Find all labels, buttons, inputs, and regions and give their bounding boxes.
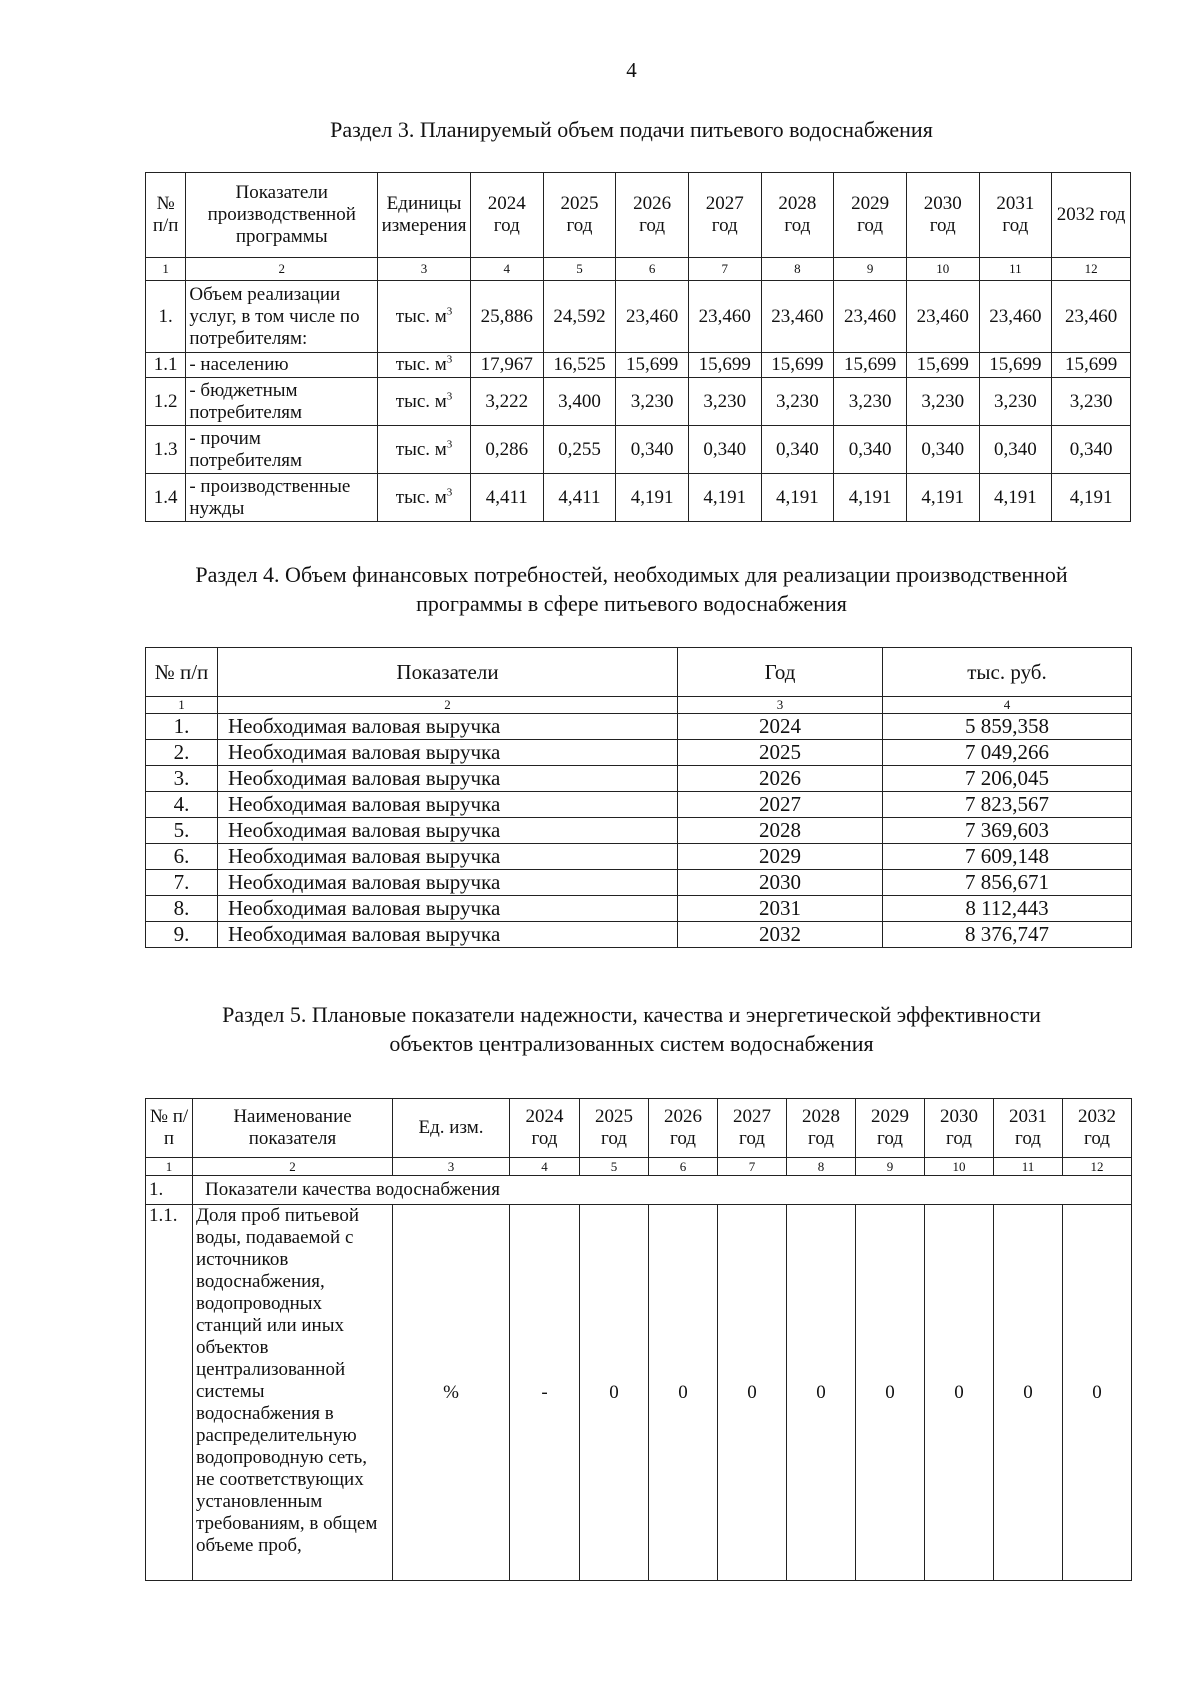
table-row xyxy=(146,766,1132,792)
header-cell: 2032 год xyxy=(1063,1099,1132,1158)
indicator-name: Необходимая валовая выручка xyxy=(218,714,678,740)
row-number: 1.4 xyxy=(146,474,186,522)
value-cell: 0 xyxy=(994,1205,1063,1581)
indicator-name: Необходимая валовая выручка xyxy=(218,896,678,922)
value-cell: 0,340 xyxy=(616,426,689,474)
column-number: 1 xyxy=(146,258,186,281)
year-cell: 2028 xyxy=(678,818,883,844)
header-cell: 2028 год xyxy=(761,173,834,258)
table-row xyxy=(146,281,1131,353)
header-cell: Единицы измерения xyxy=(378,173,471,258)
value-cell: 16,525 xyxy=(543,353,616,378)
column-number: 10 xyxy=(925,1158,994,1176)
table-header-row xyxy=(146,1099,1132,1158)
unit-cell: % xyxy=(393,1205,510,1581)
value-cell: 7 609,148 xyxy=(883,844,1132,870)
table-row xyxy=(146,1205,1132,1581)
value-cell: 5 859,358 xyxy=(883,714,1132,740)
row-number: 9. xyxy=(146,922,218,948)
year-cell: 2027 xyxy=(678,792,883,818)
group-row xyxy=(146,1176,1132,1205)
section4-table xyxy=(145,647,1132,948)
value-cell: 4,191 xyxy=(906,474,979,522)
table-header-row xyxy=(146,648,1132,697)
row-number: 7. xyxy=(146,870,218,896)
column-number-row xyxy=(146,258,1131,281)
row-number: 1.3 xyxy=(146,426,186,474)
value-cell: 3,400 xyxy=(543,378,616,426)
column-number: 10 xyxy=(906,258,979,281)
value-cell: 0 xyxy=(856,1205,925,1581)
value-cell: 17,967 xyxy=(470,353,543,378)
table-row xyxy=(146,792,1132,818)
header-cell: № п/п xyxy=(146,648,218,697)
section3-title: Раздел 3. Планируемый объем подачи питьевого водоснабжения xyxy=(330,117,933,142)
column-number: 2 xyxy=(193,1158,393,1176)
value-cell: 0,340 xyxy=(1052,426,1131,474)
indicator-name: Объем реализации услуг, в том числе по потребителям: xyxy=(186,281,378,353)
column-number: 6 xyxy=(649,1158,718,1176)
value-cell: 7 823,567 xyxy=(883,792,1132,818)
value-cell: 4,411 xyxy=(543,474,616,522)
header-cell: 2029 год xyxy=(834,173,907,258)
value-cell: 3,230 xyxy=(906,378,979,426)
value-cell: 8 376,747 xyxy=(883,922,1132,948)
year-cell: 2031 xyxy=(678,896,883,922)
indicator-name: Необходимая валовая выручка xyxy=(218,792,678,818)
column-number: 2 xyxy=(186,258,378,281)
column-number-row xyxy=(146,697,1132,714)
value-cell: 3,230 xyxy=(834,378,907,426)
header-cell: 2025 год xyxy=(543,173,616,258)
header-cell: 2027 год xyxy=(688,173,761,258)
indicator-name: - производственные нужды xyxy=(186,474,378,522)
value-cell: 3,230 xyxy=(616,378,689,426)
value-cell: 4,411 xyxy=(470,474,543,522)
indicator-name: - бюджетным потребителям xyxy=(186,378,378,426)
value-cell: 23,460 xyxy=(906,281,979,353)
row-number: 3. xyxy=(146,766,218,792)
column-number: 3 xyxy=(378,258,471,281)
value-cell: 23,460 xyxy=(688,281,761,353)
unit-cell: тыс. $м^3$ xyxy=(378,353,471,378)
value-cell: 0,340 xyxy=(688,426,761,474)
value-cell: 3,222 xyxy=(470,378,543,426)
page-number: 4 xyxy=(626,58,637,82)
group-title: Показатели качества водоснабжения xyxy=(193,1176,1132,1205)
header-cell: 2031 год xyxy=(979,173,1052,258)
column-number: 11 xyxy=(994,1158,1063,1176)
value-cell: 4,191 xyxy=(688,474,761,522)
table-row xyxy=(146,426,1131,474)
value-cell: 4,191 xyxy=(616,474,689,522)
column-number: 3 xyxy=(393,1158,510,1176)
row-number: 6. xyxy=(146,844,218,870)
value-cell: 15,699 xyxy=(834,353,907,378)
header-cell: 2030 год xyxy=(925,1099,994,1158)
value-cell: 23,460 xyxy=(834,281,907,353)
section5-table xyxy=(145,1098,1132,1581)
header-cell: Наименование показателя xyxy=(193,1099,393,1158)
value-cell: 4,191 xyxy=(979,474,1052,522)
year-cell: 2030 xyxy=(678,870,883,896)
value-cell: 3,230 xyxy=(979,378,1052,426)
header-cell: 2025 год xyxy=(580,1099,649,1158)
value-cell: 0,340 xyxy=(979,426,1052,474)
row-number: 5. xyxy=(146,818,218,844)
unit-cell: тыс. $м^3$ xyxy=(378,474,471,522)
value-cell: 0 xyxy=(1063,1205,1132,1581)
unit-cell: тыс. $м^3$ xyxy=(378,281,471,353)
row-number: 1.1 xyxy=(146,353,186,378)
value-cell: 0,340 xyxy=(834,426,907,474)
group-number: 1. xyxy=(146,1176,193,1205)
header-cell: Показатели производственной программы xyxy=(186,173,378,258)
value-cell: 0 xyxy=(649,1205,718,1581)
column-number: 4 xyxy=(883,697,1132,714)
column-number: 2 xyxy=(218,697,678,714)
table-row xyxy=(146,740,1132,766)
column-number: 6 xyxy=(616,258,689,281)
row-number: 4. xyxy=(146,792,218,818)
value-cell: 25,886 xyxy=(470,281,543,353)
indicator-name: Необходимая валовая выручка xyxy=(218,740,678,766)
value-cell: 3,230 xyxy=(761,378,834,426)
header-cell: 2032 год xyxy=(1052,173,1131,258)
section4-title-line1: Раздел 4. Объем финансовых потребностей, необходимых для реализации производственной xyxy=(195,562,1068,587)
column-number: 4 xyxy=(470,258,543,281)
section4-title-line2: программы в сфере питьевого водоснабжения xyxy=(416,591,847,616)
value-cell: 0 xyxy=(718,1205,787,1581)
column-number-row xyxy=(146,1158,1132,1176)
header-cell: 2029 год xyxy=(856,1099,925,1158)
header-cell: 2030 год xyxy=(906,173,979,258)
value-cell: 15,699 xyxy=(1052,353,1131,378)
indicator-name: Необходимая валовая выручка xyxy=(218,870,678,896)
table-row xyxy=(146,474,1131,522)
table-row xyxy=(146,896,1132,922)
table-row xyxy=(146,818,1132,844)
value-cell: 15,699 xyxy=(906,353,979,378)
indicator-name: - населению xyxy=(186,353,378,378)
column-number: 11 xyxy=(979,258,1052,281)
table-row xyxy=(146,714,1132,740)
column-number: 1 xyxy=(146,697,218,714)
row-number: 2. xyxy=(146,740,218,766)
row-number: 1. xyxy=(146,714,218,740)
indicator-name: Необходимая валовая выручка xyxy=(218,844,678,870)
header-cell: 2028 год xyxy=(787,1099,856,1158)
value-cell: 7 369,603 xyxy=(883,818,1132,844)
header-cell: 2027 год xyxy=(718,1099,787,1158)
column-number: 9 xyxy=(834,258,907,281)
value-cell: 23,460 xyxy=(761,281,834,353)
row-number: 8. xyxy=(146,896,218,922)
value-cell: 15,699 xyxy=(979,353,1052,378)
header-cell: 2024 год xyxy=(470,173,543,258)
header-cell: Ед. изм. xyxy=(393,1099,510,1158)
value-cell: 7 049,266 xyxy=(883,740,1132,766)
unit-cell: тыс. $м^3$ xyxy=(378,378,471,426)
value-cell: 4,191 xyxy=(761,474,834,522)
row-number: 1.2 xyxy=(146,378,186,426)
value-cell: 0,286 xyxy=(470,426,543,474)
indicator-name: Необходимая валовая выручка xyxy=(218,922,678,948)
column-number: 7 xyxy=(718,1158,787,1176)
year-cell: 2026 xyxy=(678,766,883,792)
value-cell: 0,340 xyxy=(906,426,979,474)
value-cell: 15,699 xyxy=(616,353,689,378)
table-header-row xyxy=(146,173,1131,258)
indicator-name: Необходимая валовая выручка xyxy=(218,766,678,792)
unit-cell: тыс. $м^3$ xyxy=(378,426,471,474)
row-number: 1. xyxy=(146,281,186,353)
year-cell: 2032 xyxy=(678,922,883,948)
year-cell: 2024 xyxy=(678,714,883,740)
column-number: 4 xyxy=(510,1158,580,1176)
value-cell: 0,340 xyxy=(761,426,834,474)
header-cell: № п/п xyxy=(146,1099,193,1158)
value-cell: 7 856,671 xyxy=(883,870,1132,896)
column-number: 5 xyxy=(543,258,616,281)
indicator-name: Доля проб питьевой воды, подаваемой с источников водоснабжения, водопроводных станций или иных объектов централизованной системы водоснабжения в распределительную водопроводную сеть, не соответствующих установленным требованиям, в общем объеме проб, xyxy=(193,1205,393,1581)
value-cell: 3,230 xyxy=(688,378,761,426)
header-cell: 2031 год xyxy=(994,1099,1063,1158)
column-number: 5 xyxy=(580,1158,649,1176)
indicator-name: - прочим потребителям xyxy=(186,426,378,474)
value-cell: - xyxy=(510,1205,580,1581)
table-row xyxy=(146,844,1132,870)
year-cell: 2025 xyxy=(678,740,883,766)
value-cell: 0,255 xyxy=(543,426,616,474)
column-number: 12 xyxy=(1063,1158,1132,1176)
header-cell: 2026 год xyxy=(649,1099,718,1158)
section5-title-line1: Раздел 5. Плановые показатели надежности, качества и энергетической эффективности xyxy=(222,1002,1041,1027)
value-cell: 24,592 xyxy=(543,281,616,353)
header-cell: № п/п xyxy=(146,173,186,258)
value-cell: 15,699 xyxy=(688,353,761,378)
value-cell: 4,191 xyxy=(1052,474,1131,522)
value-cell: 8 112,443 xyxy=(883,896,1132,922)
value-cell: 7 206,045 xyxy=(883,766,1132,792)
header-cell: Год xyxy=(678,648,883,697)
column-number: 3 xyxy=(678,697,883,714)
table-row xyxy=(146,353,1131,378)
section5-title-line2: объектов централизованных систем водоснабжения xyxy=(389,1031,874,1056)
column-number: 1 xyxy=(146,1158,193,1176)
table-row xyxy=(146,870,1132,896)
column-number: 8 xyxy=(761,258,834,281)
column-number: 9 xyxy=(856,1158,925,1176)
table-row xyxy=(146,922,1132,948)
header-cell: 2026 год xyxy=(616,173,689,258)
value-cell: 0 xyxy=(925,1205,994,1581)
value-cell: 23,460 xyxy=(616,281,689,353)
table-row xyxy=(146,378,1131,426)
value-cell: 0 xyxy=(787,1205,856,1581)
value-cell: 3,230 xyxy=(1052,378,1131,426)
indicator-name: Необходимая валовая выручка xyxy=(218,818,678,844)
header-cell: Показатели xyxy=(218,648,678,697)
section3-table xyxy=(145,172,1131,522)
value-cell: 23,460 xyxy=(979,281,1052,353)
row-number: 1.1. xyxy=(146,1205,193,1581)
value-cell: 0 xyxy=(580,1205,649,1581)
value-cell: 4,191 xyxy=(834,474,907,522)
column-number: 12 xyxy=(1052,258,1131,281)
column-number: 8 xyxy=(787,1158,856,1176)
value-cell: 23,460 xyxy=(1052,281,1131,353)
value-cell: 15,699 xyxy=(761,353,834,378)
year-cell: 2029 xyxy=(678,844,883,870)
header-cell: тыс. руб. xyxy=(883,648,1132,697)
column-number: 7 xyxy=(688,258,761,281)
header-cell: 2024 год xyxy=(510,1099,580,1158)
